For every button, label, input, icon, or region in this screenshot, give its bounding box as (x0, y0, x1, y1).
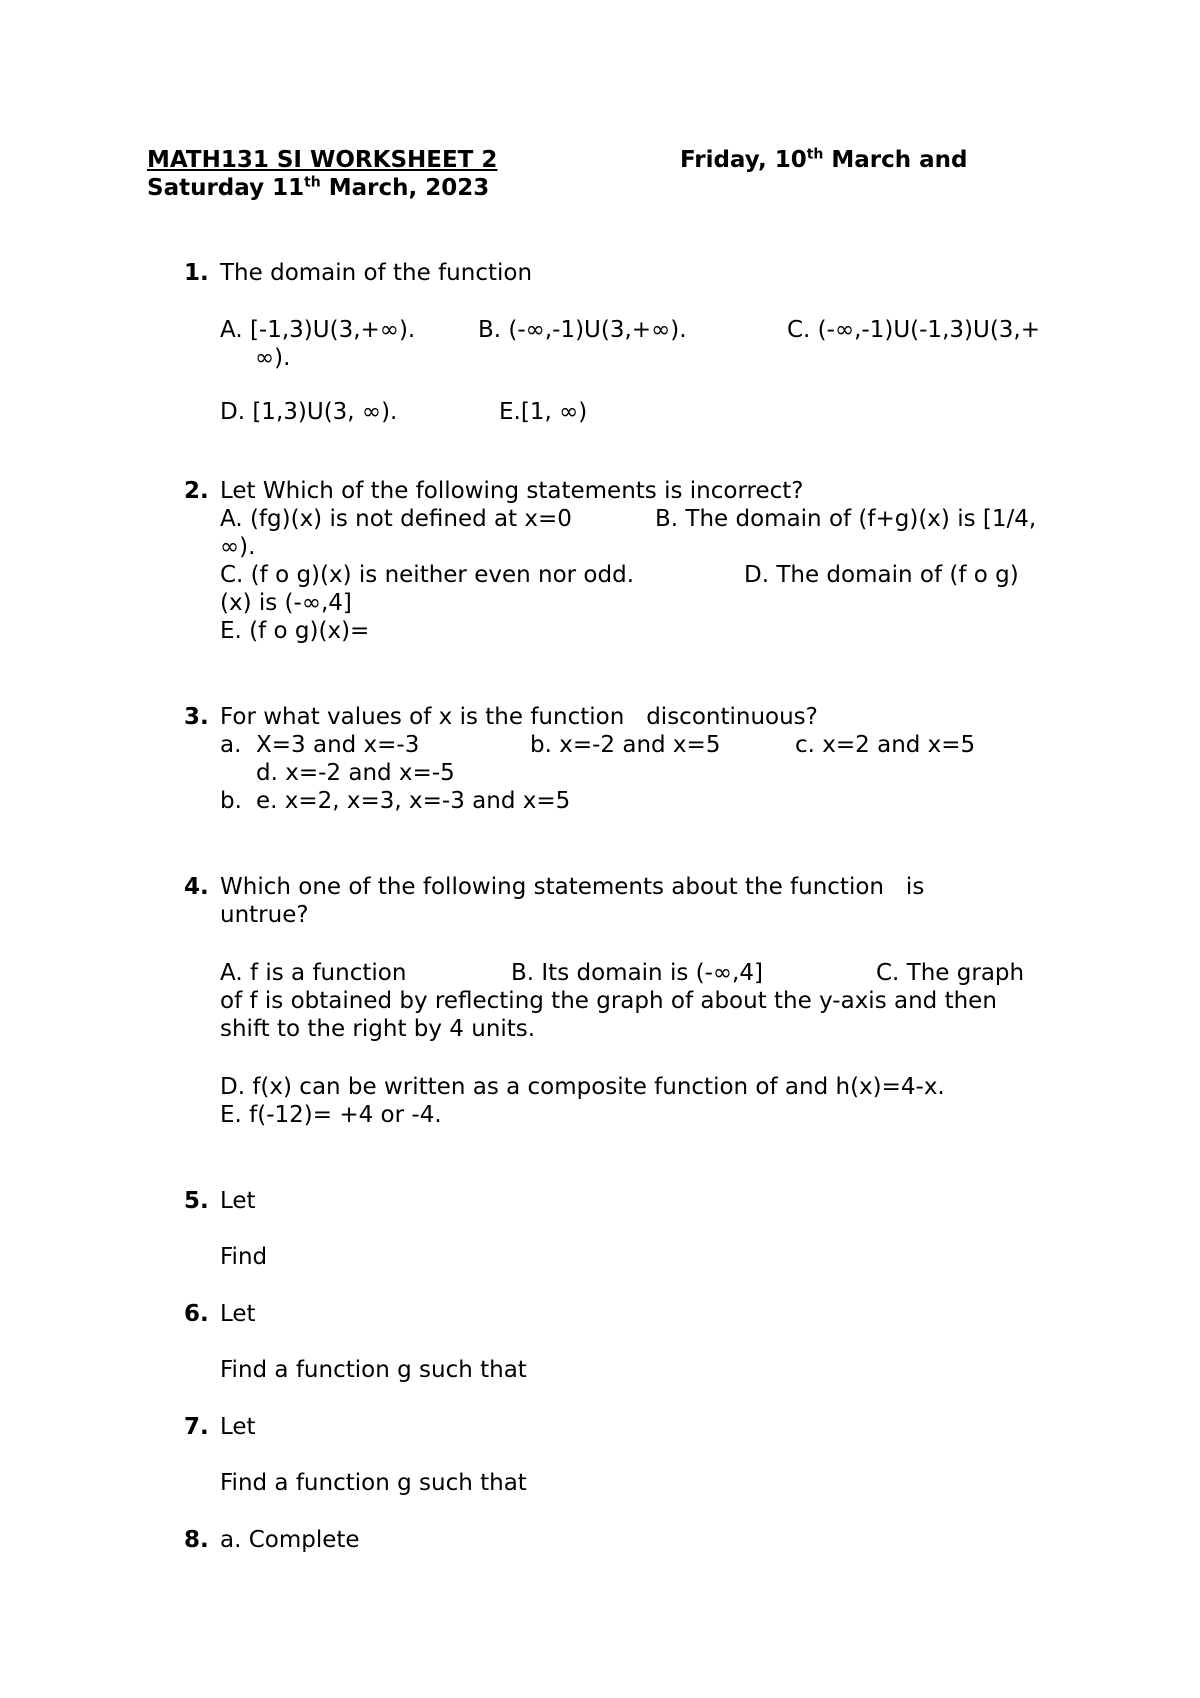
question-number: 8. (184, 1527, 209, 1553)
question-text: Let (220, 1414, 256, 1440)
question-text: Let (220, 1301, 256, 1327)
option-c: C. The graph (876, 960, 1025, 986)
option-d-continued: (x) is (-∞,4] (220, 590, 352, 616)
option-c: C. (f o g)(x) is neither even nor odd. (220, 562, 634, 588)
date-line-2: Saturday 11th March, 2023 (147, 174, 490, 201)
question-number: 7. (184, 1414, 209, 1440)
option-c-continued-1: of f is obtained by reflecting the graph of about the y-axis and then (220, 988, 997, 1014)
option-b-continued: ∞). (220, 534, 256, 560)
date-line-1: Friday, 10th March and (680, 146, 968, 173)
option-e-marker: b. (220, 788, 242, 814)
option-d: D. [1,3)U(3, ∞). (220, 399, 398, 425)
option-b: B. (-∞,-1)U(3,+∞). (478, 317, 687, 343)
question-number: 5. (184, 1188, 209, 1214)
question-number: 1. (184, 260, 209, 286)
option-d: d. x=-2 and x=-5 (256, 760, 455, 786)
option-a: X=3 and x=-3 (256, 732, 420, 758)
question-find: Find (220, 1244, 268, 1270)
question-text: For what values of x is the function discontinuous? (220, 704, 818, 730)
question-text: Let (220, 1188, 256, 1214)
option-c: c. x=2 and x=5 (795, 732, 976, 758)
option-a: A. (fg)(x) is not defined at x=0 (220, 506, 572, 532)
option-a-marker: a. (220, 732, 242, 758)
question-number: 4. (184, 874, 209, 900)
question-number: 2. (184, 478, 209, 504)
question-text: a. Complete (220, 1527, 360, 1553)
question-text: Let Which of the following statements is incorrect? (220, 478, 804, 504)
option-c-continued: ∞). (255, 345, 291, 371)
option-a: A. [-1,3)U(3,+∞). (220, 317, 416, 343)
question-number: 6. (184, 1301, 209, 1327)
option-e: e. x=2, x=3, x=-3 and x=5 (256, 788, 571, 814)
question-find: Find a function g such that (220, 1357, 527, 1383)
option-b: B. Its domain is (-∞,4] (511, 960, 763, 986)
option-c-continued-2: shift to the right by 4 units. (220, 1016, 536, 1042)
option-e: E.[1, ∞) (499, 399, 588, 425)
option-d: D. f(x) can be written as a composite function of and h(x)=4-x. (220, 1074, 945, 1100)
option-d: D. The domain of (f o g) (744, 562, 1019, 588)
question-text: The domain of the function (220, 260, 533, 286)
question-text: Which one of the following statements about the function is (220, 874, 925, 900)
option-e: E. f(-12)= +4 or -4. (220, 1102, 442, 1128)
worksheet-title: MATH131 SI WORKSHEET 2 (147, 147, 498, 173)
option-b: B. The domain of (f+g)(x) is [1/4, (655, 506, 1037, 532)
question-find: Find a function g such that (220, 1470, 527, 1496)
option-c: C. (-∞,-1)U(-1,3)U(3,+ (787, 317, 1041, 343)
option-b: b. x=-2 and x=5 (530, 732, 721, 758)
option-e: E. (f o g)(x)= (220, 618, 370, 644)
question-text-continued: untrue? (220, 902, 309, 928)
question-number: 3. (184, 704, 209, 730)
option-a: A. f is a function (220, 960, 407, 986)
